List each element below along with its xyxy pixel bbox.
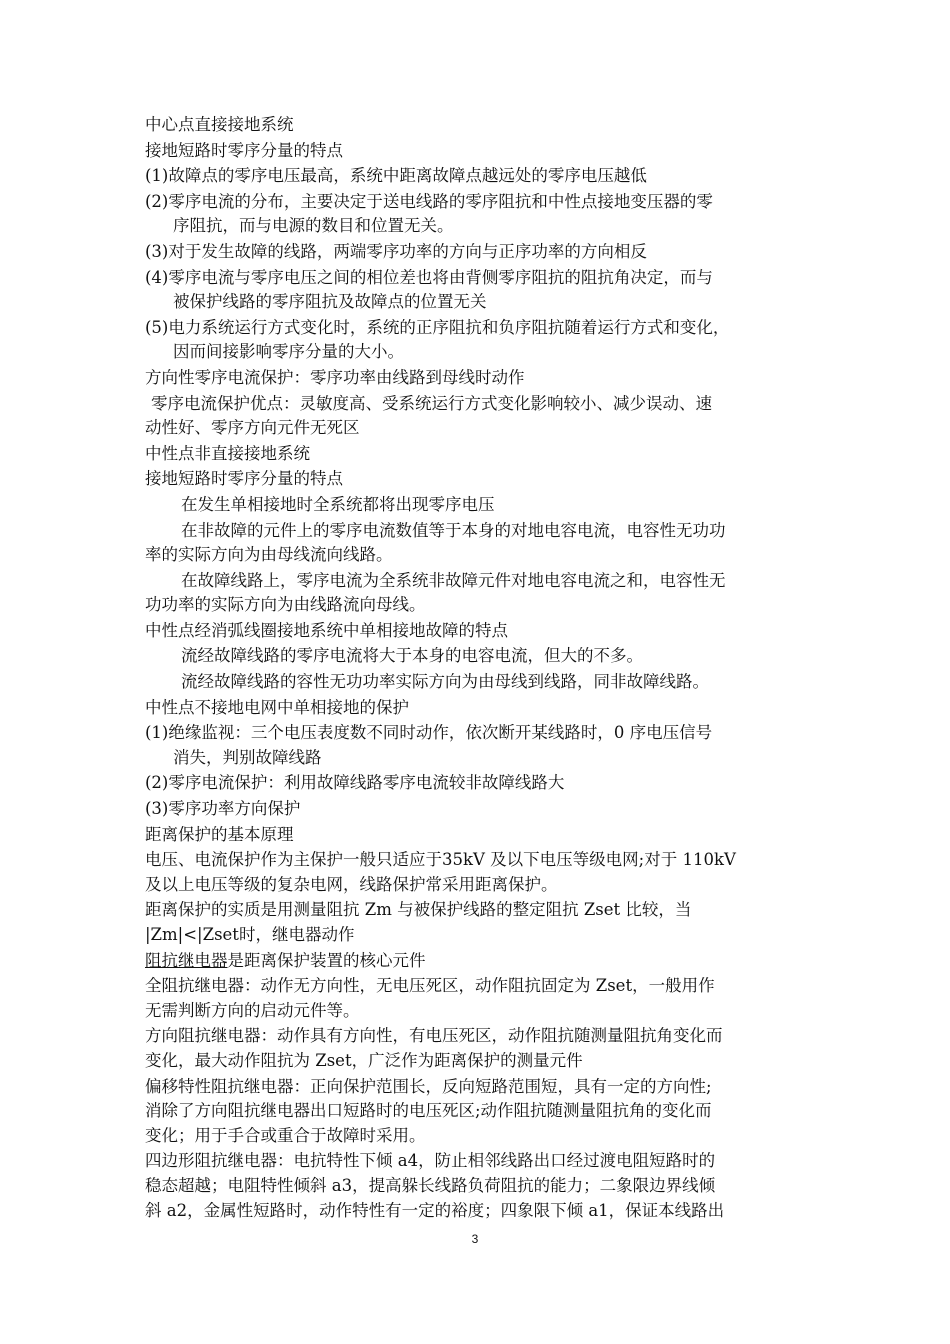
- text-line: 无需判断方向的启动元件等。: [145, 1000, 360, 1020]
- text-line: (5)电力系统运行方式变化时，系统的正序阻抗和负序阻抗随着运行方式和变化，: [145, 317, 730, 337]
- text-line: 序阻抗，而与电源的数目和位置无关。: [173, 216, 454, 236]
- heading-ungrounded-protection: 中性点不接地电网中单相接地的保护: [145, 697, 409, 717]
- page-number: 3: [471, 1232, 479, 1246]
- text-line: (3)对于发生故障的线路，两端零序功率的方向与正序功率的方向相反: [145, 241, 647, 261]
- heading-zero-seq-features: 接地短路时零序分量的特点: [145, 140, 343, 160]
- heading-non-grounded-system: 中性点非直接接地系统: [145, 443, 310, 463]
- text-line: 在发生单相接地时全系统都将出现零序电压: [181, 494, 495, 514]
- heading-arc-suppression: 中性点经消弧线圈接地系统中单相接地故障的特点: [145, 620, 508, 640]
- text-line: (3)零序功率方向保护: [145, 799, 301, 819]
- heading-directional-zero-seq: 方向性零序电流保护：零序功率由线路到母线时动作: [145, 367, 525, 387]
- text-line: 功功率的实际方向为由线路流向母线。: [145, 595, 426, 615]
- text-line: 消失，判别故障线路: [173, 747, 322, 767]
- heading-distance-protection: 距离保护的基本原理: [145, 824, 294, 844]
- text-line: 及以上电压等级的复杂电网，线路保护常采用距离保护。: [145, 874, 558, 894]
- text-line: 流经故障线路的零序电流将大于本身的电容电流，但大的不多。: [181, 646, 643, 666]
- text-line: 稳态超越；电阻特性倾斜 a3，提高躲长线路负荷阻抗的能力；二象限边界线倾: [145, 1175, 716, 1195]
- text-line: 在故障线路上，零序电流为全系统非故障元件对地电容电流之和，电容性无: [181, 570, 726, 590]
- text-line: 电压、电流保护作为主保护一般只适应于35kV 及以下电压等级电网;对于 110kV: [145, 850, 736, 870]
- text-line: 动性好、零序方向元件无死区: [145, 418, 360, 438]
- text-line: (4)零序电流与零序电压之间的相位差也将由背侧零序阻抗的阻抗角决定，而与: [145, 267, 713, 287]
- text-line: |Zm|<|Zset时，继电器动作: [145, 925, 355, 944]
- text-line: 斜 a2，金属性短路时，动作特性有一定的裕度；四象限下倾 a1，保证本线路出: [145, 1200, 725, 1220]
- text-line: 因而间接影响零序分量的大小。: [173, 342, 404, 362]
- text-line: 方向阻抗继电器：动作具有方向性，有电压死区，动作阻抗随测量阻抗角变化而: [145, 1026, 723, 1046]
- text-line: (2)零序电流的分布，主要决定于送电线路的零序阻抗和中性点接地变压器的零: [145, 191, 713, 211]
- text-line: 偏移特性阻抗继电器：正向保护范围长，反向短路范围短，具有一定的方向性;: [145, 1076, 712, 1096]
- text-line: 在非故障的元件上的零序电流数值等于本身的对地电容电流，电容性无功功: [181, 520, 726, 540]
- text-line-relay-core: [145, 949, 815, 974]
- text-span: 是距离保护装置的核心元件: [227, 950, 426, 970]
- page-body: [145, 113, 815, 1223]
- underlined-term: 阻抗继电器: [145, 950, 228, 970]
- text-line: 消除了方向阻抗继电器出口短路时的电压死区;动作阻抗随测量阻抗角的变化而: [145, 1101, 712, 1121]
- text-line: 被保护线路的零序阻抗及故障点的位置无关: [173, 292, 487, 312]
- text-line: 率的实际方向为由母线流向线路。: [145, 545, 393, 565]
- heading-grounded-system: 中心点直接接地系统: [145, 115, 294, 134]
- text-line: (1)故障点的零序电压最高，系统中距离故障点越远处的零序电压越低: [145, 166, 647, 186]
- text-line: 四边形阻抗继电器：电抗特性下倾 a4，防止相邻线路出口经过渡电阻短路时的: [145, 1151, 716, 1171]
- text-line: 流经故障线路的容性无功功率实际方向为由母线到线路，同非故障线路。: [181, 672, 709, 692]
- text-line: 距离保护的实质是用测量阻抗 Zm 与被保护线路的整定阻抗 Zset 比较，当: [145, 900, 692, 920]
- text-line: 变化；用于手合或重合于故障时采用。: [145, 1125, 426, 1145]
- text-line: 全阻抗继电器：动作无方向性，无电压死区，动作阻抗固定为 Zset，一般用作: [145, 976, 715, 996]
- heading-zero-seq-features: 接地短路时零序分量的特点: [145, 469, 343, 489]
- text-line: 变化，最大动作阻抗为 Zset，广泛作为距离保护的测量元件: [145, 1050, 583, 1070]
- text-line: 零序电流保护优点：灵敏度高、受系统运行方式变化影响较小、减少误动、速: [151, 393, 712, 413]
- text-line: (1)绝缘监视：三个电压表度数不同时动作，依次断开某线路时，0 序电压信号: [145, 723, 713, 743]
- text-line: (2)零序电流保护：利用故障线路零序电流较非故障线路大: [145, 773, 565, 793]
